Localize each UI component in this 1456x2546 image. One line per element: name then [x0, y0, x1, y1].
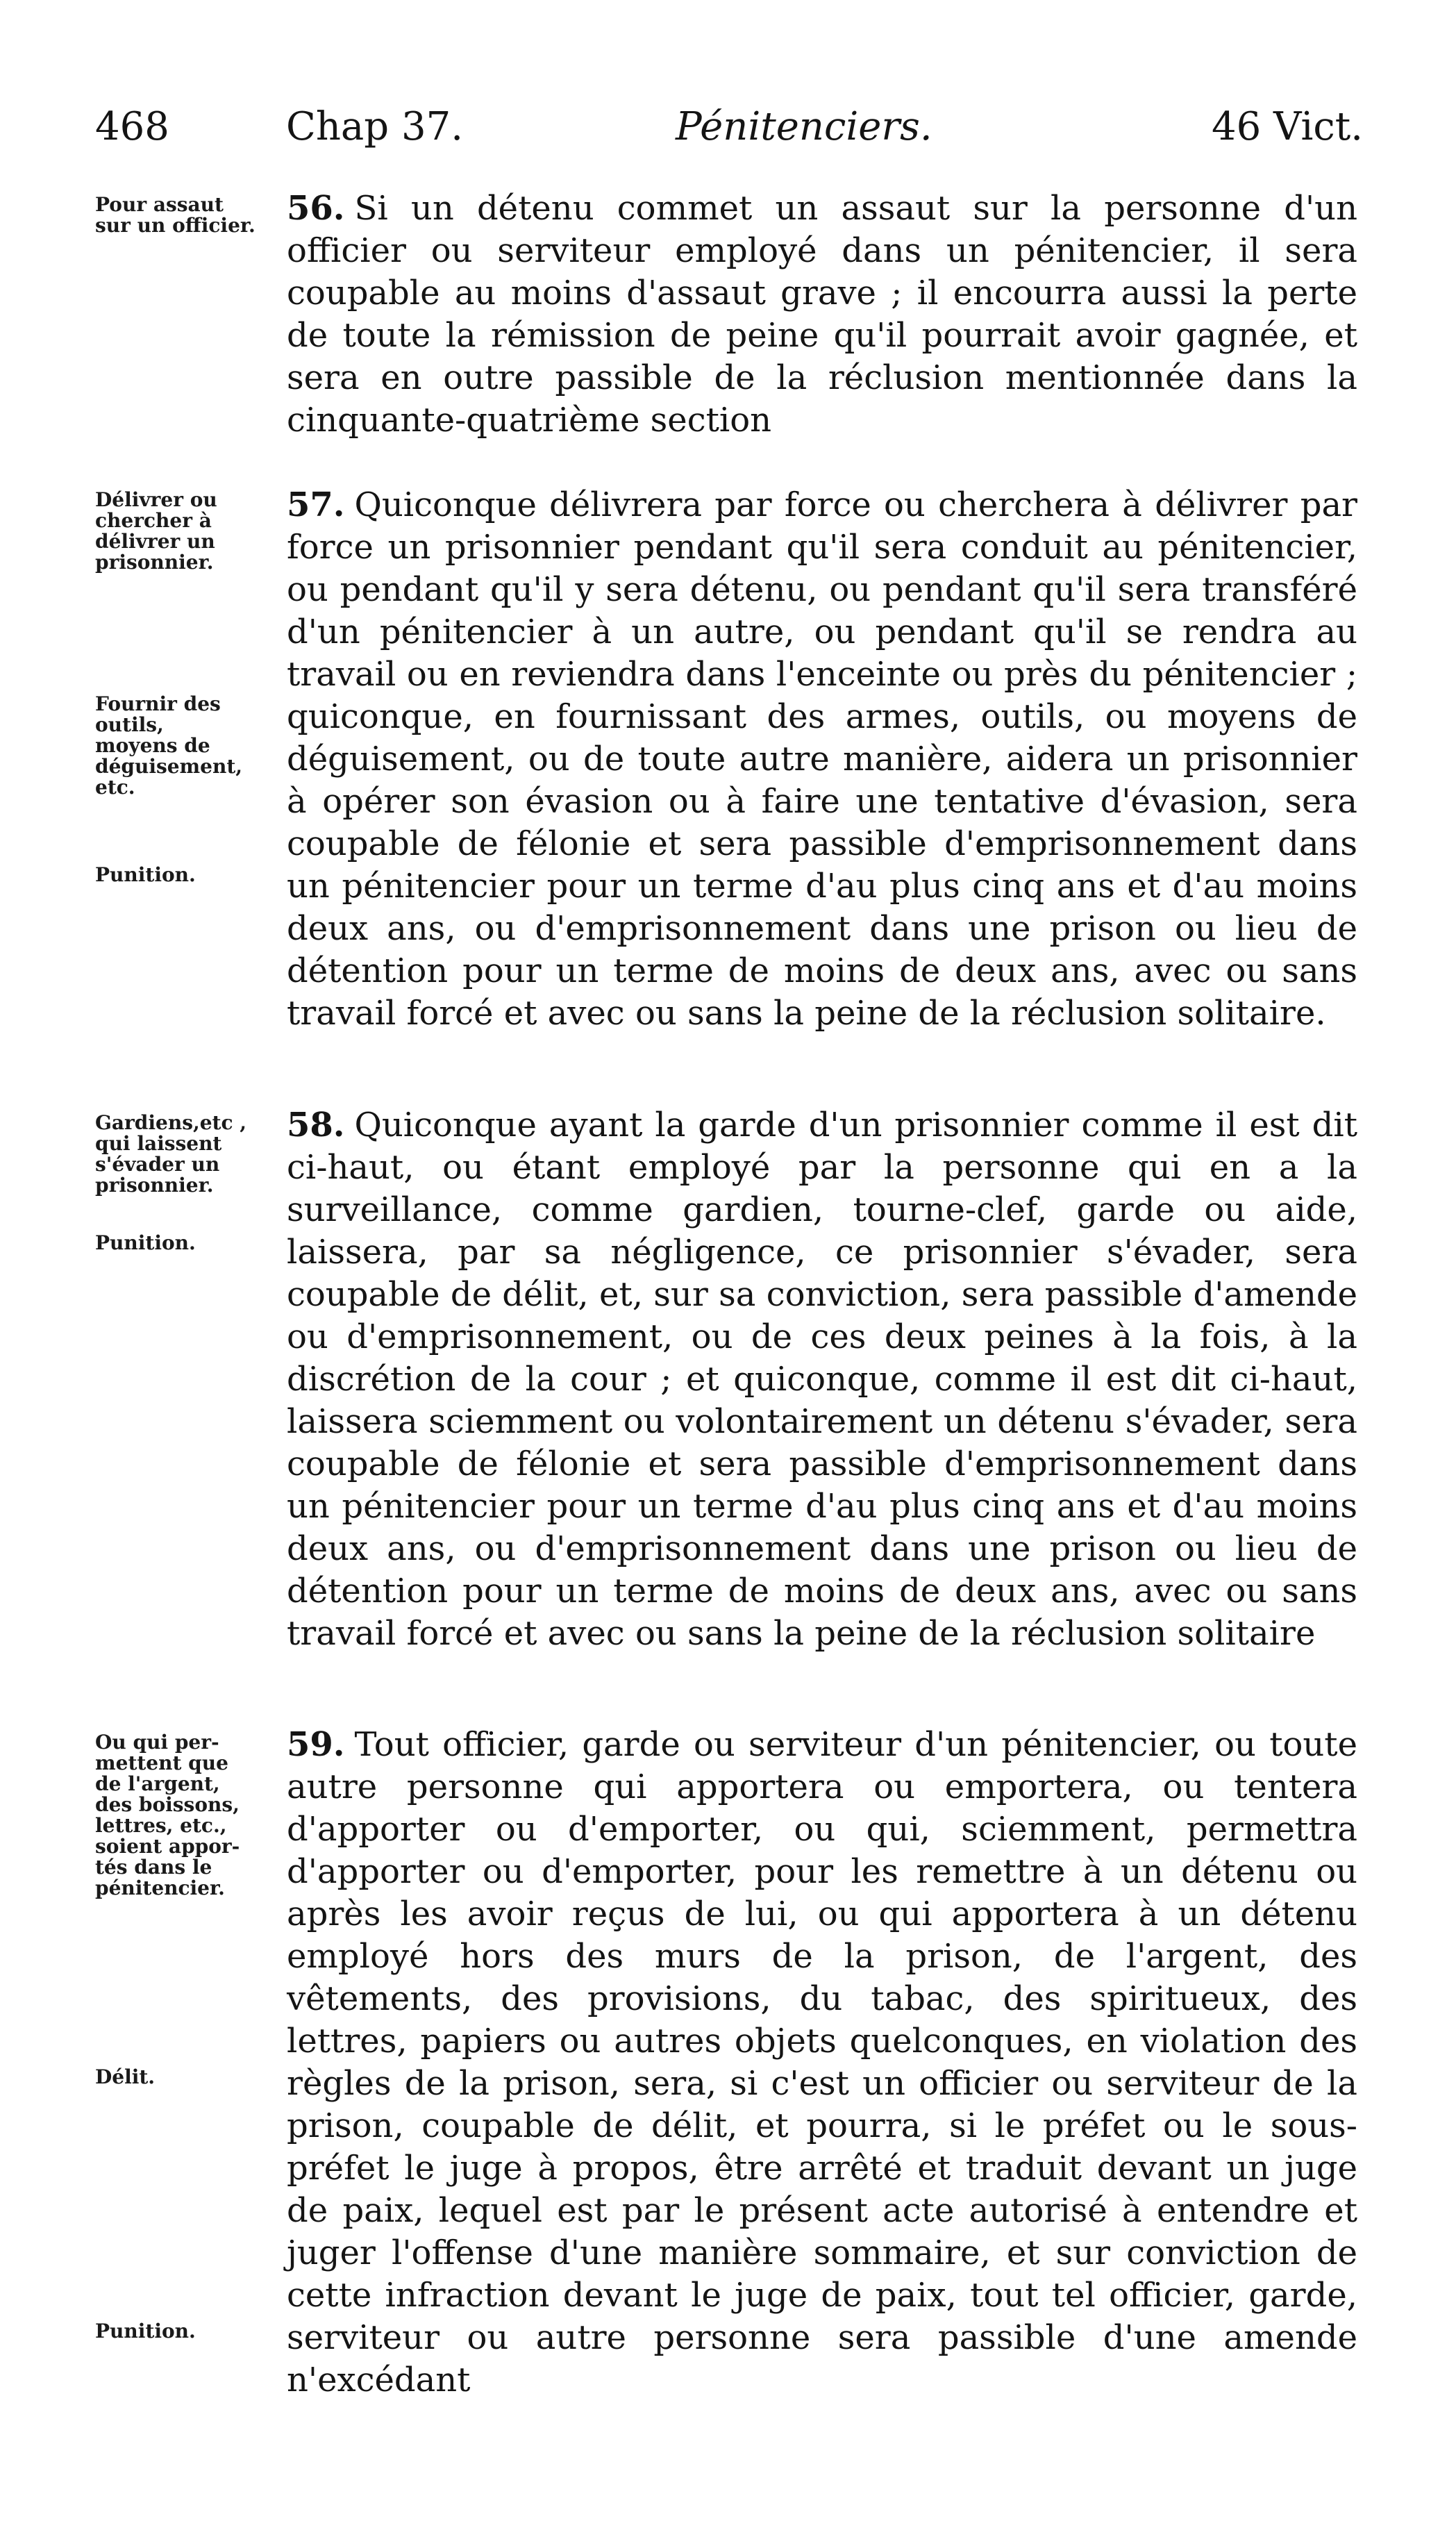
section-number: 59. — [287, 1725, 345, 1764]
section-body — [287, 188, 1357, 442]
section-text: Quiconque ayant la garde d'un prisonnier comme il est dit ci-haut, ou étant employé par la personne qui en a la surveillance, comme gardien, tourne-clef, garde ou aide, laissera, par sa négligence, ce prisonnier s'évader, sera coupable de délit, et, sur sa conviction, sera passible d'amende ou d'emprisonnement, ou de ces deux peines à la fois, à la discrétion de la cour ; et quiconque, comme il est dit ci-haut, laissera sciemment ou volontairement un détenu s'évader, sera coupable de félonie et sera passible d'emprisonnement dans un pénitencier pour un terme d'au plus cinq ans et d'au moins deux ans, ou d'emprisonnement dans une prison ou lieu de détention pour un terme de moins de deux ans, avec ou sans travail forcé et avec ou sans la peine de la réclusion solitaire — [287, 1106, 1357, 1653]
section-number: 56. — [287, 189, 345, 228]
margin-note: Gardiens,etc , qui laissent s'évader un prisonnier. — [95, 1111, 246, 1197]
margin-note: Punition. — [95, 2320, 196, 2343]
section-number: 58. — [287, 1106, 345, 1145]
page-number: 468 — [95, 104, 169, 149]
margin-note: Délit. — [95, 2065, 156, 2088]
margin-note: Fournir des outils, moyens de déguisement, etc. — [95, 692, 243, 799]
margin-note: Délivrer ou chercher à délivrer un prisonnier. — [95, 488, 217, 574]
section-text: Quiconque délivrera par force ou cherchera à délivrer par force un prisonnier pendant qu'il sera conduit au pénitencier, ou pendant qu'il y sera détenu, ou pendant qu'il sera transféré d'un pénitencier à un autre, ou pendant qu'il se rendra au travail ou en reviendra dans l'enceinte ou près du pénitencier ; quiconque, en fournissant des armes, outils, ou moyens de déguisement, ou de toute autre manière, aidera un prisonnier à opérer son évasion ou à faire une tentative d'évasion, sera coupable de félonie et sera passible d'emprisonnement dans un pénitencier pour un terme d'au plus cinq ans et d'au moins deux ans, ou d'emprisonnement dans une prison ou lieu de détention pour un terme de moins de deux ans, avec ou sans travail forcé et avec ou sans la peine de la réclusion solitaire. — [287, 485, 1357, 1033]
margin-note: Punition. — [95, 863, 196, 886]
margin-note: Punition. — [95, 1231, 196, 1254]
margin-note: Ou qui per- mettent que de l'argent, des boissons, lettres, etc., soient appor- tés dans le pénitencier. — [95, 1731, 240, 1899]
running-header — [0, 99, 1456, 155]
section-body — [287, 1104, 1357, 1655]
chapter-label: Chap 37. — [286, 104, 464, 149]
regnal-year: 46 Vict. — [1212, 104, 1364, 149]
margin-note: Pour assaut sur un officier. — [95, 193, 256, 237]
section-body — [287, 484, 1357, 1035]
section-number: 57. — [287, 485, 345, 524]
running-title: Pénitenciers. — [676, 104, 932, 149]
section-text: Si un détenu commet un assaut sur la personne d'un officier ou serviteur employé dans un pénitencier, il sera coupable au moins d'assaut grave ; il encourra aussi la perte de toute la rémission de peine qu'il pourrait avoir gagnée, et sera en outre passible de la réclusion mentionnée dans la cinquante-quatrième section — [287, 189, 1357, 440]
section-body — [287, 1724, 1357, 2402]
section-text: Tout officier, garde ou serviteur d'un pénitencier, ou toute autre personne qui apportera ou emportera, ou tentera d'apporter ou d'emporter, ou qui, sciemment, permettra d'apporter ou d'emporter, pour les remettre à un détenu ou après les avoir reçus de lui, ou qui apportera à un détenu employé hors des murs de la prison, de l'argent, des vêtements, des provisions, du tabac, des spiritueux, des lettres, papiers ou autres objets quelconques, en violation des règles de la prison, sera, si c'est un officier ou serviteur de la prison, coupable de délit, et pourra, si le préfet ou le sous-préfet le juge à propos, être arrêté et traduit devant un juge de paix, lequel est par le présent acte autorisé à entendre et juger l'offense d'une manière sommaire, et sur conviction de cette infraction devant le juge de paix, tout tel officier, garde, serviteur ou autre personne sera passible d'une amende n'excédant — [287, 1725, 1357, 2399]
